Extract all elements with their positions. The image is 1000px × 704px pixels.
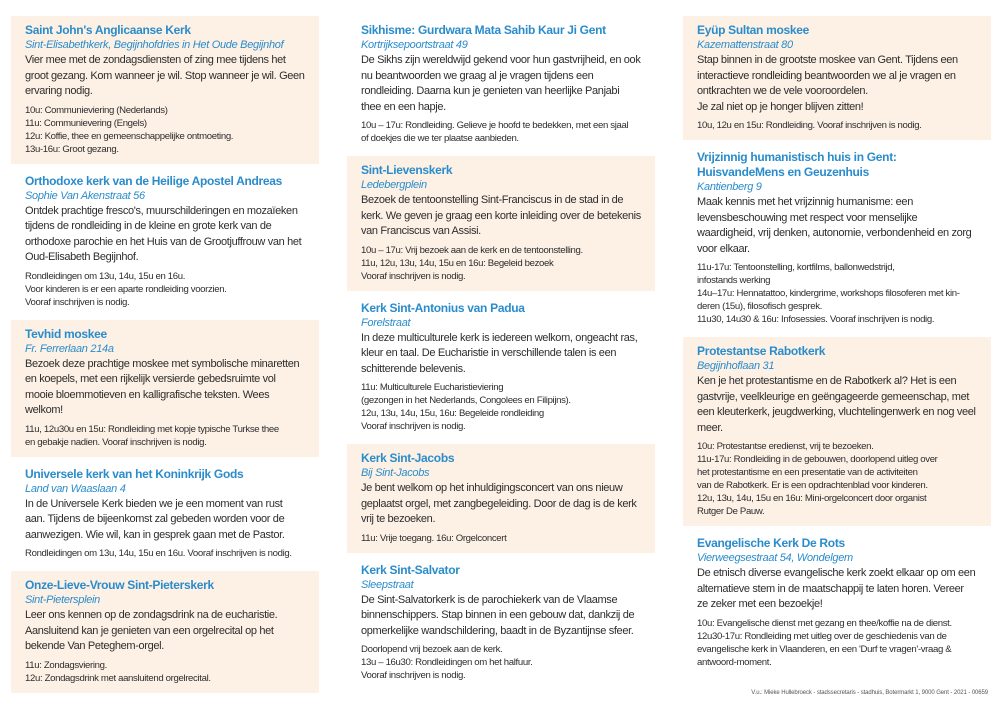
venue-title: Sikhisme: Gurdwara Mata Sahib Kaur Ji Gent xyxy=(361,23,606,37)
schedule-line: Doorlopend vrij bezoek aan de kerk. xyxy=(361,644,503,655)
schedule-line: 10u: Protestantse eredienst, vrij te bezoeken. xyxy=(697,441,874,452)
schedule-line: of doekjes die we ter plaatse aanbieden. xyxy=(361,133,519,144)
venue-description: De etnisch diverse evangelische kerk zoekt elkaar op om een alternatieve stem in de maatschappij te laten horen. Vereer ze zeker met een bezoekje! xyxy=(697,567,976,610)
venue-address: Begijnhoflaan 31 xyxy=(697,360,775,372)
venue-schedule xyxy=(697,440,977,518)
venue-schedule xyxy=(25,659,305,685)
venue-description: Je bent welkom op het inhuldigingsconcert van ons nieuw geplaatst orgel, met zangbegeleiding. Door de dag is de kerk vrij te bezoeken. xyxy=(361,482,637,525)
colophon: V.u.: Mieke Hullebroeck - stadssecretaris - stadhuis, Botermarkt 1, 9000 Gent - 2021 - 00659 xyxy=(751,690,988,696)
venue-schedule xyxy=(25,104,305,156)
venue-card xyxy=(11,16,319,164)
venue-card xyxy=(347,556,655,691)
schedule-line: 12u, 13u, 14u, 15u, 16u: Begeleide rondleiding xyxy=(361,408,544,419)
venue-title: Onze-Lieve-Vrouw Sint-Pieterskerk xyxy=(25,578,214,592)
venue-schedule xyxy=(25,423,305,449)
schedule-line: 11u30, 14u30 & 16u: Infosessies. Vooraf inschrijven is nodig. xyxy=(697,314,935,325)
venue-card xyxy=(347,294,655,442)
venue-card xyxy=(683,143,991,334)
venue-description: Maak kennis met het vrijzinnig humanisme: een levensbeschouwing met respect voor menselijke waardigheid, vrij denken, autonomie, verbondenheid en zorg voor elkaar. xyxy=(697,196,972,255)
venue-card xyxy=(11,571,319,693)
venue-description: Vier mee met de zondagsdiensten of zing mee tijdens het groot gezang. Kom wanneer je wil. Stop wanneer je wil. Geen ervaring nodig. xyxy=(25,54,305,97)
venue-title: Tevhid moskee xyxy=(25,326,107,341)
schedule-line: Voor kinderen is er een aparte rondleiding voorzien. xyxy=(25,283,227,295)
schedule-line: 11u: Communievering (Engels) xyxy=(25,117,147,129)
venue-description: Stap binnen in de grootste moskee van Gent. Tijdens een interactieve rondleiding beantwoorden we al je vragen en ontkrachten we de vele vooroordelen. Je zal niet op je honger blijven zitten! xyxy=(697,54,958,113)
schedule-line: Vooraf inschrijven is nodig. xyxy=(25,296,130,308)
venue-address: Ledebergplein xyxy=(361,179,427,191)
venue-title: Eyüp Sultan moskee xyxy=(697,23,809,37)
venue-card xyxy=(683,529,991,677)
venue-schedule xyxy=(25,270,305,309)
schedule-line: 12u, 13u, 14u, 15u en 16u: Mini-orgelconcert door organist xyxy=(697,493,927,504)
schedule-line: 10u, 12u en 15u: Rondleiding. Vooraf inschrijven is nodig. xyxy=(697,120,922,131)
venue-card xyxy=(11,167,319,317)
schedule-line: 10u – 17u: Vrij bezoek aan de kerk en de tentoonstelling. xyxy=(361,244,583,256)
schedule-line: (gezongen in het Nederlands, Congolees en Filipijns). xyxy=(361,395,571,406)
schedule-line: het protestantisme en een presentatie van de activiteiten xyxy=(697,467,918,478)
schedule-line: 12u: Koffie, thee en gemeenschappelijke ontmoeting. xyxy=(25,130,234,142)
venue-title: Orthodoxe kerk van de Heilige Apostel Andreas xyxy=(25,173,283,188)
schedule-line: antwoord-moment. xyxy=(697,656,772,668)
venue-address: Kortrijksepoortstraat 49 xyxy=(361,39,468,51)
venue-card xyxy=(347,16,655,153)
venue-schedule xyxy=(361,119,641,145)
schedule-line: 10u: Communieviering (Nederlands) xyxy=(25,104,168,116)
schedule-line: infostands werking xyxy=(697,275,771,286)
venue-description: In de Universele Kerk bieden we je een moment van rust aan. Tijdens de bijeenkomst zal gebeden worden voor de aanwezigen. Wie wil, kan in gesprek gaan met de Pastor. xyxy=(25,497,285,541)
schedule-line: 12u30-17u: Rondleiding met uitleg over de geschiedenis van de xyxy=(697,630,947,642)
schedule-line: 11u, 12u30u en 15u: Rondleiding met kopje typische Turkse thee xyxy=(25,423,279,435)
venue-title: Evangelische Kerk De Rots xyxy=(697,536,845,550)
venue-schedule xyxy=(361,532,641,545)
venue-title: Kerk Sint-Salvator xyxy=(361,562,460,577)
schedule-line: 14u–17u: Hennatattoo, kindergrime, workshops filosoferen met kin- xyxy=(697,288,960,299)
venue-schedule xyxy=(697,261,977,326)
venue-description: Ontdek prachtige fresco's, muurschilderingen en mozaïeken tijdens de rondleiding in de kleine en grote kerk van de orthodoxe parochie en het Huis van de Grootjuffrouw van het Oud-Elisabeth Begijnhof. xyxy=(25,204,302,263)
venue-description: De Sint-Salvatorkerk is de parochiekerk van de Vlaamse binnenschippers. Stap binnen in een gebouw dat, dankzij de opmerkelijke wandschildering, baadt in de Byzantijnse sfeer. xyxy=(361,593,635,637)
schedule-line: 11u-17u: Rondleiding in de gebouwen, doorlopend uitleg over xyxy=(697,454,938,465)
venue-address: Land van Waaslaan 4 xyxy=(25,482,126,495)
venue-description: Bezoek de tentoonstelling Sint-Franciscus in de stad in de kerk. We geven je graag een korte inleiding over de betekenis van Franciscus van Assisi. xyxy=(361,194,641,237)
column-middle xyxy=(347,16,655,693)
schedule-line: 11u-17u: Tentoonstelling, kortfilms, ballonwedstrijd, xyxy=(697,262,895,273)
venue-description: In deze multiculturele kerk is iedereen welkom, ongeacht ras, kleur en taal. De Eucharistie in verschillende talen is een schitterende belevenis. xyxy=(361,331,638,375)
schedule-line: deren (15u), filosofisch gesprek. xyxy=(697,301,822,312)
schedule-line: en gebakje nadien. Vooraf inschrijven is nodig. xyxy=(25,436,207,448)
venue-description: Bezoek deze prachtige moskee met symbolische minaretten en koepels, met een rijkelijk versierde gebedsruimte vol mooie bloemmotieven en kalligrafische teksten. Wees welkom! xyxy=(25,357,300,416)
schedule-line: 13u – 16u30: Rondleidingen om het halfuur. xyxy=(361,657,533,668)
schedule-line: 11u: Vrije toegang. 16u: Orgelconcert xyxy=(361,532,507,544)
venue-card xyxy=(11,460,319,569)
venue-address: Fr. Ferrerlaan 214a xyxy=(25,342,114,355)
venue-address: Vierweegsestraat 54, Wondelgem xyxy=(697,552,853,564)
venue-title: Vrijzinnig humanistisch huis in Gent: HuisvandeMens en Geuzenhuis xyxy=(697,150,897,179)
venue-schedule xyxy=(25,547,305,560)
schedule-line: 13u-16u: Groot gezang. xyxy=(25,143,119,155)
venue-card xyxy=(11,320,319,457)
venue-address: Sophie Van Akenstraat 56 xyxy=(25,189,145,202)
venue-schedule xyxy=(361,381,641,433)
schedule-line: Rondleidingen om 13u, 14u, 15u en 16u. xyxy=(25,270,186,282)
schedule-line: Vooraf inschrijven is nodig. xyxy=(361,421,466,432)
schedule-line: 12u: Zondagsdrink met aansluitend orgelrecital. xyxy=(25,672,211,684)
venue-address: Sint-Elisabethkerk, Begijnhofdries in Het Oude Begijnhof xyxy=(25,39,284,51)
venue-schedule xyxy=(697,119,977,132)
schedule-line: Vooraf inschrijven is nodig. xyxy=(361,670,466,681)
venue-address: Forelstraat xyxy=(361,316,411,329)
schedule-line: 11u: Multiculturele Eucharistieviering xyxy=(361,382,504,393)
venue-address: Sint-Pietersplein xyxy=(25,594,100,606)
column-left xyxy=(11,16,319,696)
schedule-line: 11u, 12u, 13u, 14u, 15u en 16u: Begeleid bezoek xyxy=(361,257,554,269)
venue-address: Kazemattenstraat 80 xyxy=(697,39,793,51)
schedule-line: 10u: Evangelische dienst met gezang en thee/koffie na de dienst. xyxy=(697,617,952,629)
venue-title: Sint-Lievenskerk xyxy=(361,163,453,177)
venue-address: Kantienberg 9 xyxy=(697,181,762,193)
schedule-line: 11u: Zondagsviering. xyxy=(25,659,107,671)
venue-description: Ken je het protestantisme en de Rabotkerk al? Het is een gastvrije, veelkleurige en geëngageerde gemeenschap, met een kleuterkerk, jeugdwerking, vluchtelingenwerk en nog veel meer. xyxy=(697,375,976,434)
schedule-line: van de Rabotkerk. Er is een opdrachtenblad voor kinderen. xyxy=(697,480,928,491)
venue-card xyxy=(347,444,655,553)
schedule-line: evangelische kerk in Vlaanderen, en een 'Durf te vragen'-vraag & xyxy=(697,643,952,655)
venue-title: Protestantse Rabotkerk xyxy=(697,344,826,358)
venue-card xyxy=(683,16,991,140)
venue-title: Kerk Sint-Antonius van Padua xyxy=(361,300,525,315)
venue-address: Bij Sint-Jacobs xyxy=(361,467,430,479)
venue-description: De Sikhs zijn wereldwijd gekend voor hun gastvrijheid, en ook nu beantwoorden we graag al je vragen tijdens een rondleiding. Daarna kun je genieten van heerlijke Panjabi thee en een hapje. xyxy=(361,54,641,113)
venue-card xyxy=(347,156,655,291)
venue-title: Saint John's Anglicaanse Kerk xyxy=(25,23,191,37)
schedule-line: Rutger De Pauw. xyxy=(697,506,765,517)
venue-schedule xyxy=(361,244,641,283)
schedule-line: Vooraf inschrijven is nodig. xyxy=(361,270,466,282)
venue-card xyxy=(683,337,991,526)
venue-schedule xyxy=(361,643,641,682)
venue-address: Sleepstraat xyxy=(361,578,414,591)
venue-title: Universele kerk van het Koninkrijk Gods xyxy=(25,466,244,481)
venue-description: Leer ons kennen op de zondagsdrink na de eucharistie. Aansluitend kan je genieten van een orgelrecital op het bekende Van Peteghem-orgel. xyxy=(25,609,278,652)
schedule-line: 10u – 17u: Rondleiding. Gelieve je hoofd te bedekken, met een sjaal xyxy=(361,120,629,131)
schedule-line: Rondleidingen om 13u, 14u, 15u en 16u. Vooraf inschrijven is nodig. xyxy=(25,548,292,559)
venue-schedule xyxy=(697,617,977,669)
column-right xyxy=(683,16,991,680)
venue-title: Kerk Sint-Jacobs xyxy=(361,451,455,465)
